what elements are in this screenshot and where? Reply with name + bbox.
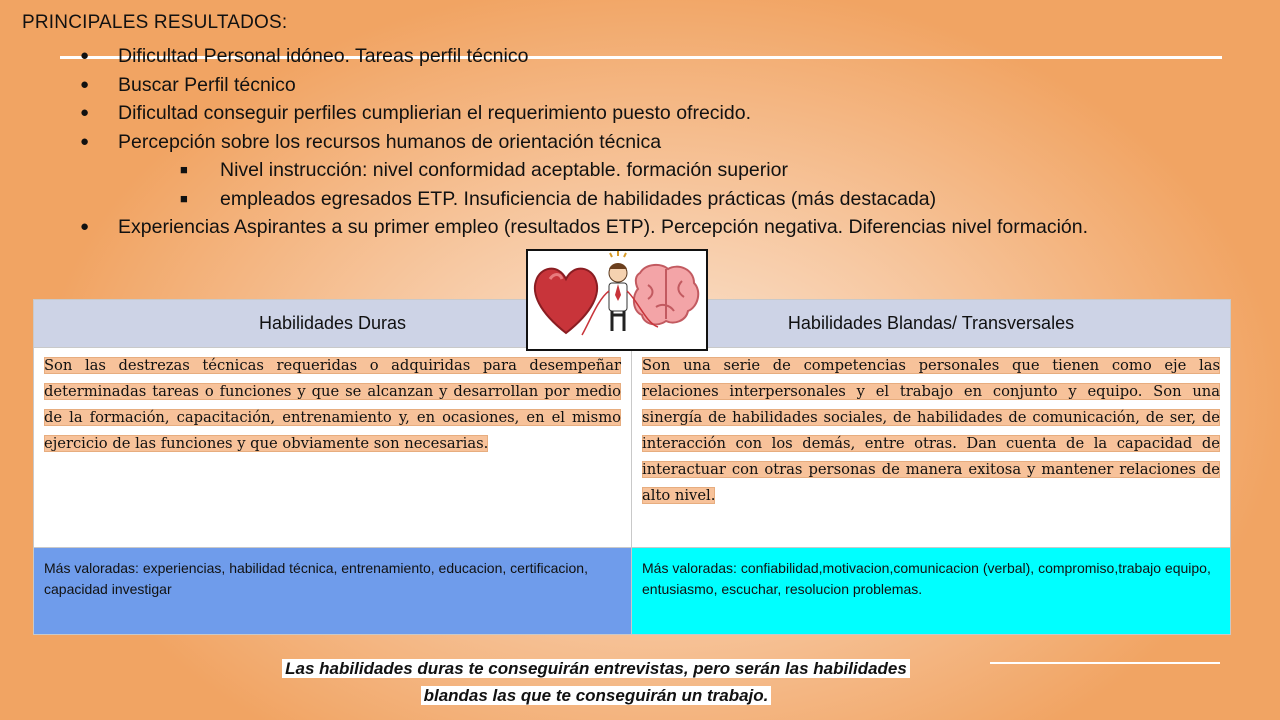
soft-skills-valued: Más valoradas: confiabilidad,motivacion,comunicacion (verbal), compromiso,trabajo equipo, entusiasmo, escuchar, resolucion problemas. [632,548,1230,634]
bullet-dot-icon: ● [80,132,90,150]
bottom-rule [990,662,1220,664]
bullet-square-icon: ■ [180,162,188,177]
sub-list-item: ■ Nivel instrucción: nivel conformidad aceptable. formación superior [180,156,1210,185]
bullet-dot-icon: ● [80,75,90,93]
brain-icon [634,265,698,324]
soft-skills-header: Habilidades Blandas/ Transversales [632,300,1230,348]
bullet-square-icon: ■ [180,190,188,206]
soft-skills-description: Son una serie de competencias personales que tienen como eje las relaciones interpersonales y el trabajo en conjunto y equipo. Son una sinergía de habilidades sociales, de habilidades de comunicación, de ser, de interacción con los demás, entre otras. Dan cuenta de la capacidad de interactuar con otras personas de manera exitosa y mantener relaciones de alto nivel. [632,348,1230,548]
illustration-svg [528,251,706,349]
bullet-dot-icon: ● [80,104,90,121]
list-item: ● Buscar Perfil técnico [80,71,1210,100]
bullet-dot-icon: ● [80,218,90,235]
page-title: PRINCIPALES RESULTADOS: [22,12,288,33]
list-item: ● Dificultad Personal idóneo. Tareas perfil técnico [80,42,1210,71]
sub-list [118,156,1210,213]
sub-list-item: ■ empleados egresados ETP. Insuficiencia de habilidades prácticas (más destacada) [180,185,1210,214]
list-item: ● Experiencias Aspirantes a su primer empleo (resultados ETP). Percepción negativa. Diferencias nivel formación. [80,213,1210,242]
heart-brain-illustration [526,249,708,351]
hard-skills-valued: Más valoradas: experiencias, habilidad técnica, entrenamiento, educacion, certificacion, capacidad investigar [34,548,632,634]
list-item: ● Dificultad conseguir perfiles cumplierian el requerimiento puesto ofrecido. [80,99,1210,128]
results-list [80,42,1210,242]
quote-line-2: blandas las que te conseguirán un trabajo. [421,686,772,705]
closing-quote [200,655,992,709]
hard-skills-description: Son las destrezas técnicas requeridas o adquiridas para desempeñar determinadas tareas o funciones y que se alcanzan y desarrollan por medio de la formación, capacitación, entrenamiento y, en ocasiones, en el mismo ejercicio de las funciones y que obviamente son necesarias. [34,348,632,548]
list-item: ● Percepción sobre los recursos humanos de orientación técnica ■ Nivel instrucción: nivel conformidad aceptable. formación superior ■ empleados egresados ETP. Insuficiencia de habilidades prácticas (más destacada) [80,128,1210,214]
bullet-dot-icon: ● [80,47,90,64]
quote-line-1: Las habilidades duras te conseguirán entrevistas, pero serán las habilidades [282,659,910,678]
hard-skills-header: Habilidades Duras [34,300,632,348]
